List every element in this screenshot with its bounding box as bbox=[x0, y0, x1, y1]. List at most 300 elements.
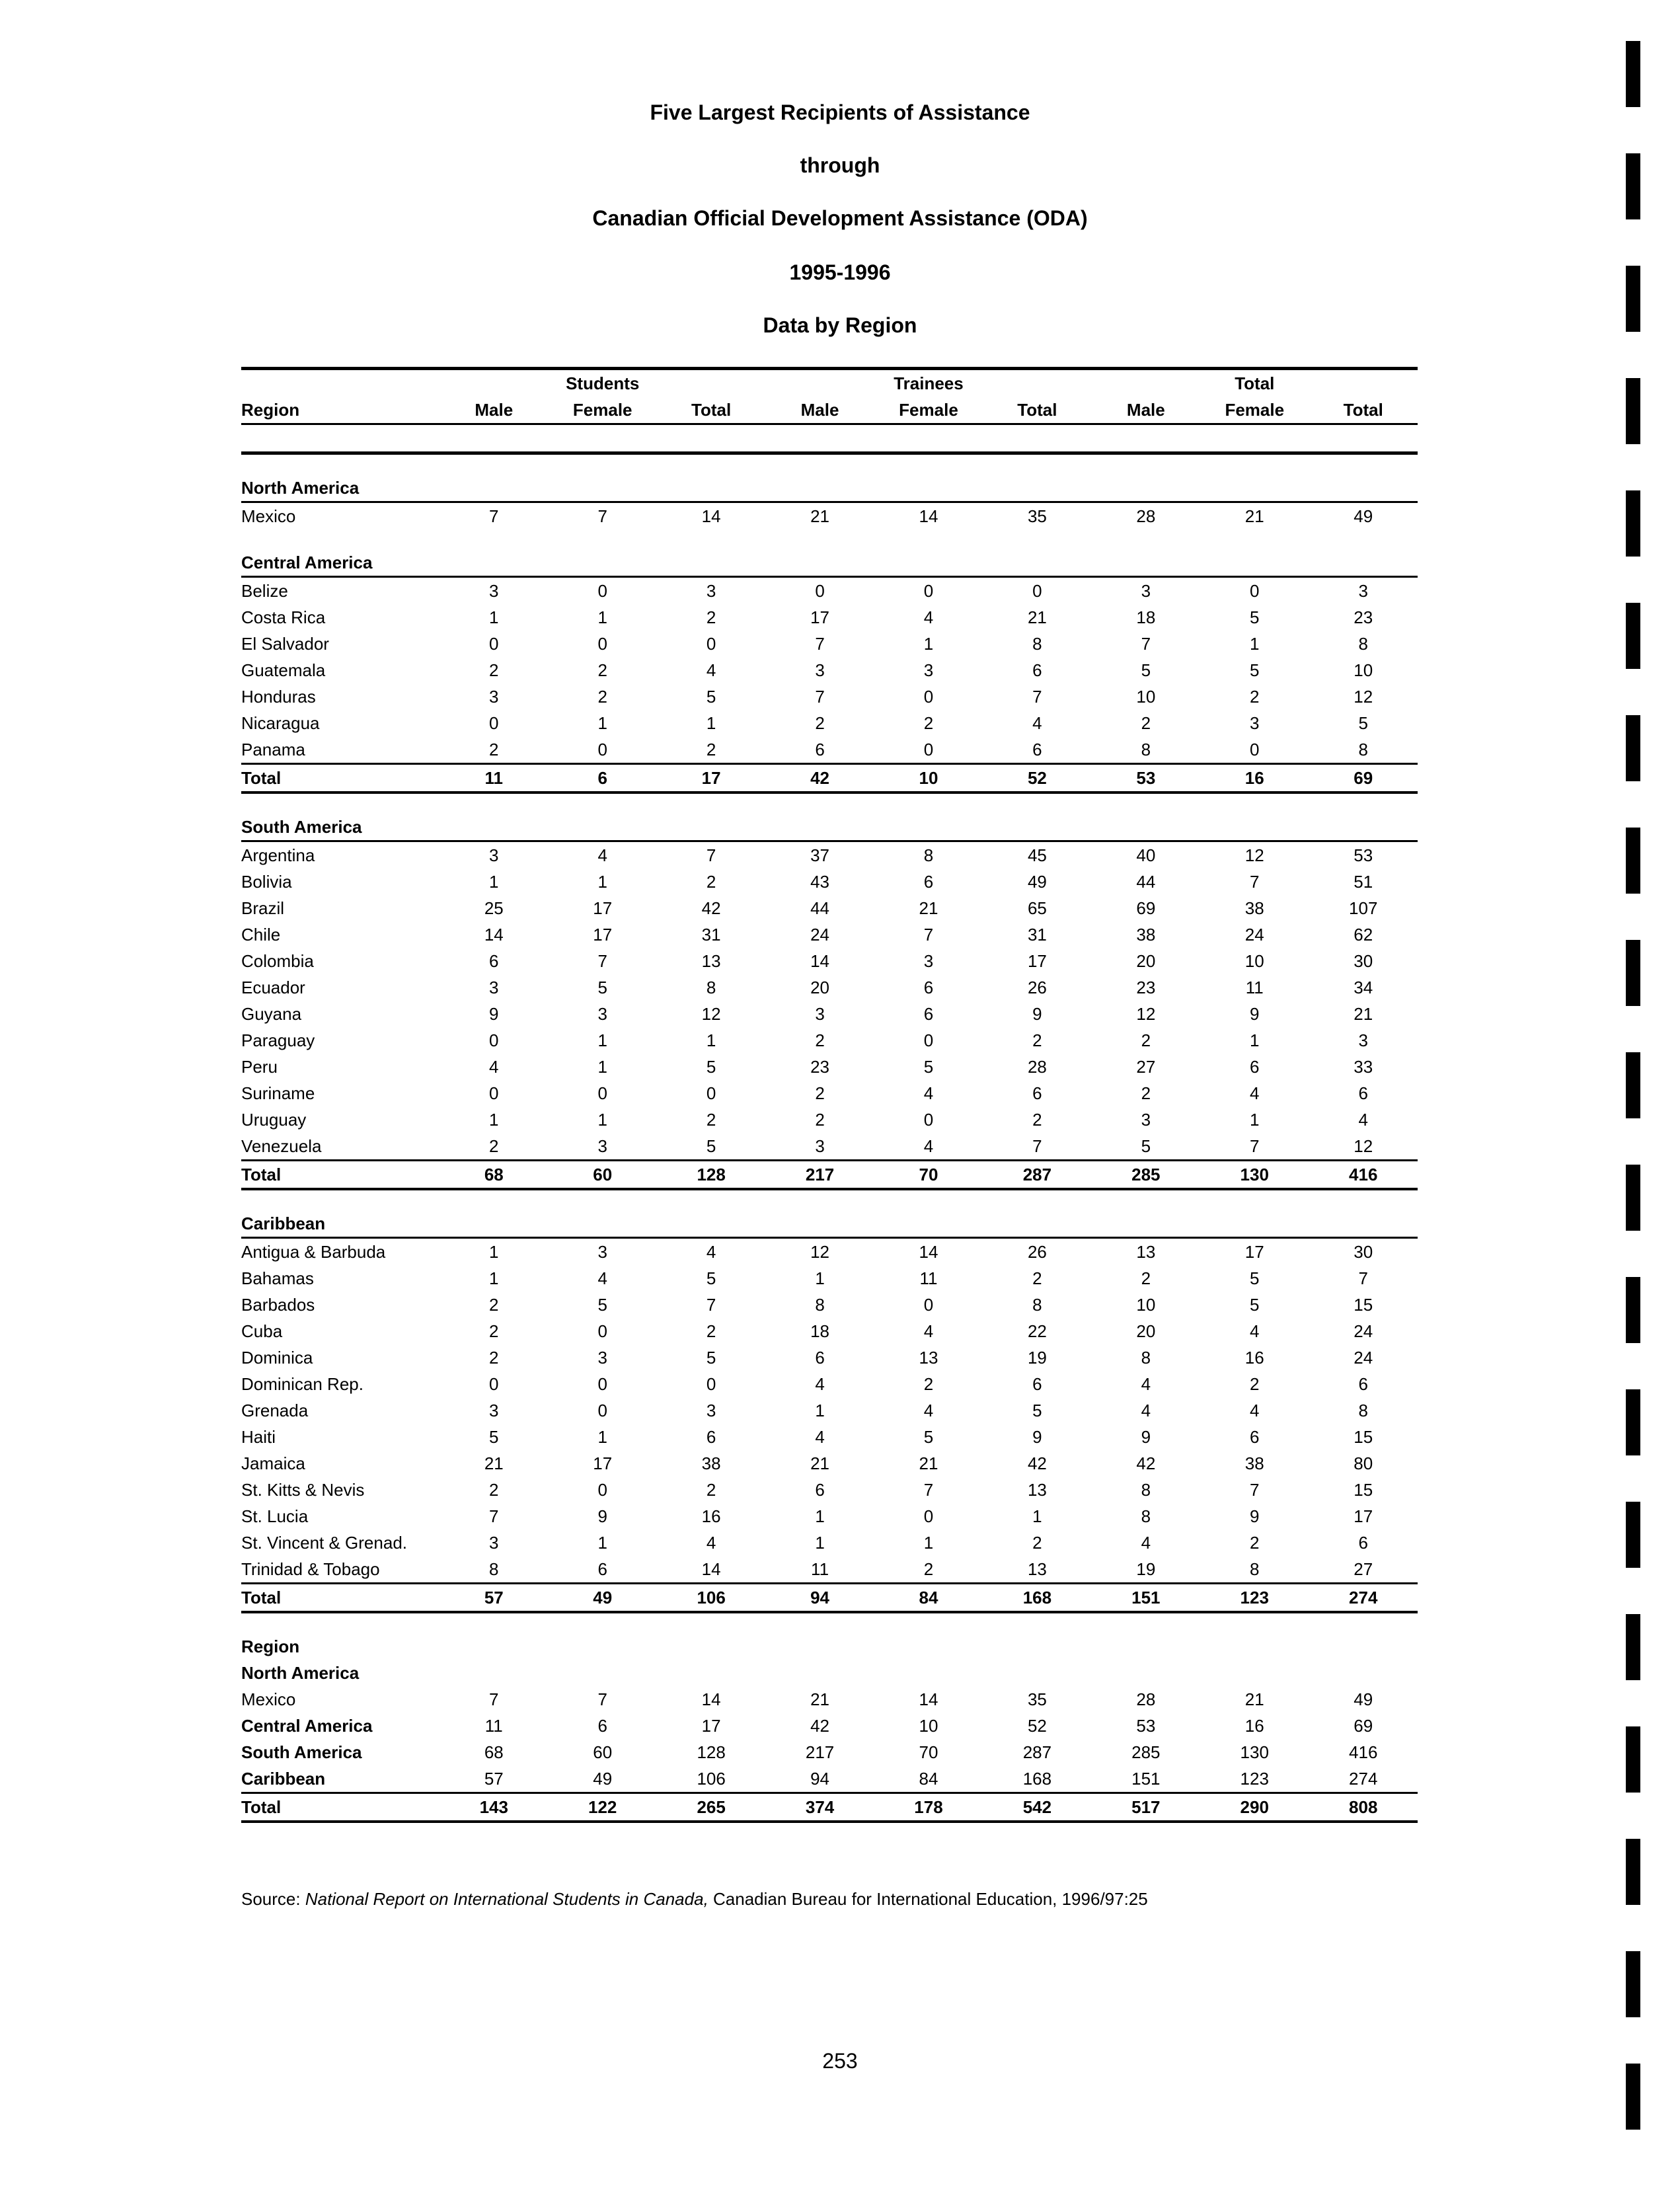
cell-value: 2 bbox=[923, 713, 934, 733]
cell-value: 374 bbox=[765, 1793, 874, 1822]
cell-value: 1 bbox=[489, 607, 499, 627]
edge-mark bbox=[1626, 1951, 1640, 2017]
cell-value: 285 bbox=[1092, 1161, 1200, 1190]
cell-value: 6 bbox=[815, 1480, 825, 1500]
cell-value: 0 bbox=[706, 634, 716, 654]
cell-value: 7 bbox=[1250, 872, 1260, 892]
cell-value: 12 bbox=[1354, 687, 1373, 707]
cell-value: 6 bbox=[1358, 1533, 1368, 1553]
section-heading bbox=[241, 529, 1418, 577]
col-trainees-total: Total bbox=[1017, 400, 1057, 420]
cell-value: 19 bbox=[1136, 1559, 1156, 1579]
cell-value: 4 bbox=[1250, 1083, 1260, 1103]
cell-value: 8 bbox=[1032, 1295, 1042, 1315]
table-row bbox=[241, 921, 1418, 948]
cell-value: 3 bbox=[1309, 577, 1418, 605]
cell-value: 49 bbox=[593, 1769, 613, 1789]
col-trainees-male: Male bbox=[800, 400, 839, 420]
cell-value: 1 bbox=[489, 1110, 499, 1130]
row-label: Suriname bbox=[241, 1083, 315, 1103]
cell-value: 7 bbox=[1358, 1268, 1368, 1288]
table-row bbox=[241, 1371, 1418, 1397]
cell-value: 2 bbox=[706, 607, 716, 627]
cell-value: 7 bbox=[1250, 1480, 1260, 1500]
cell-value: 11 bbox=[439, 764, 548, 793]
cell-value: 21 bbox=[919, 1453, 938, 1473]
cell-value: 0 bbox=[706, 1083, 716, 1103]
cell-value: 1 bbox=[489, 872, 499, 892]
cell-value: 14 bbox=[810, 951, 830, 971]
cell-value: 5 bbox=[1358, 713, 1368, 733]
source-prefix: Source: bbox=[241, 1889, 305, 1909]
cell-value: 6 bbox=[1358, 1374, 1368, 1394]
row-label: South America bbox=[241, 1742, 362, 1762]
cell-value: 217 bbox=[765, 1161, 874, 1190]
col-trainees-female: Female bbox=[899, 400, 958, 420]
section-heading bbox=[241, 1189, 1418, 1238]
data-table bbox=[241, 367, 1418, 1823]
row-label: Haiti bbox=[241, 1427, 276, 1447]
cell-value: 34 bbox=[1354, 978, 1373, 997]
table-row bbox=[241, 1477, 1418, 1503]
row-label: Bolivia bbox=[241, 872, 292, 892]
table-row bbox=[241, 1080, 1418, 1106]
table-row bbox=[241, 895, 1418, 921]
row-label: Paraguay bbox=[241, 1030, 315, 1050]
cell-value: 2 bbox=[489, 1136, 499, 1156]
title-line-1: Five Largest Recipients of Assistance bbox=[650, 100, 1030, 124]
cell-value: 4 bbox=[923, 607, 934, 627]
cell-value: 21 bbox=[765, 502, 874, 530]
cell-value: 15 bbox=[1354, 1427, 1373, 1447]
cell-value: 285 bbox=[1131, 1742, 1161, 1762]
cell-value: 0 bbox=[874, 577, 983, 605]
cell-value: 287 bbox=[983, 1161, 1091, 1190]
section-title: Region bbox=[241, 1637, 300, 1656]
cell-value: 1 bbox=[1250, 1030, 1260, 1050]
cell-value: 217 bbox=[805, 1742, 835, 1762]
cell-value: 7 bbox=[439, 502, 548, 530]
cell-value: 4 bbox=[1141, 1374, 1151, 1394]
cell-value: 21 bbox=[919, 898, 938, 918]
group-trainees: Trainees bbox=[894, 373, 964, 393]
cell-value: 2 bbox=[597, 687, 607, 707]
cell-value: 5 bbox=[597, 978, 607, 997]
cell-value: 3 bbox=[815, 1136, 825, 1156]
cell-value: 17 bbox=[1027, 951, 1047, 971]
cell-value: 2 bbox=[815, 1083, 825, 1103]
cell-value: 17 bbox=[593, 1453, 613, 1473]
cell-value: 1 bbox=[597, 713, 607, 733]
cell-value: 10 bbox=[1244, 951, 1264, 971]
table-row bbox=[241, 683, 1418, 710]
col-total-female: Female bbox=[1225, 400, 1285, 420]
cell-value: 128 bbox=[657, 1161, 765, 1190]
cell-value: 13 bbox=[1092, 1238, 1200, 1266]
cell-value: 8 bbox=[1141, 1506, 1151, 1526]
cell-value: 0 bbox=[1250, 740, 1260, 759]
cell-value: 5 bbox=[1250, 1295, 1260, 1315]
row-label: Belize bbox=[241, 577, 439, 605]
cell-value: 0 bbox=[1200, 577, 1309, 605]
cell-value: 0 bbox=[597, 1321, 607, 1341]
cell-value: 1 bbox=[815, 1401, 825, 1420]
cell-value: 13 bbox=[701, 951, 721, 971]
cell-value: 3 bbox=[549, 1238, 657, 1266]
cell-value: 7 bbox=[1032, 687, 1042, 707]
cell-value: 287 bbox=[1022, 1742, 1052, 1762]
group-total: Total bbox=[1235, 373, 1275, 393]
cell-value: 2 bbox=[706, 740, 716, 759]
edge-mark bbox=[1626, 1165, 1640, 1231]
cell-value: 2 bbox=[1250, 687, 1260, 707]
cell-value: 6 bbox=[815, 1348, 825, 1368]
cell-value: 7 bbox=[923, 925, 934, 945]
cell-value: 0 bbox=[489, 1374, 499, 1394]
cell-value: 1 bbox=[815, 1533, 825, 1553]
cell-value: 9 bbox=[1250, 1004, 1260, 1024]
row-label: Antigua & Barbuda bbox=[241, 1238, 439, 1266]
cell-value: 24 bbox=[810, 925, 830, 945]
cell-value: 4 bbox=[815, 1427, 825, 1447]
cell-value: 16 bbox=[1244, 1716, 1264, 1736]
row-label: El Salvador bbox=[241, 634, 329, 654]
table-body bbox=[241, 453, 1418, 1822]
edge-mark bbox=[1626, 490, 1640, 557]
cell-value: 4 bbox=[657, 1238, 765, 1266]
section-total-row bbox=[241, 764, 1418, 793]
cell-value: 4 bbox=[597, 1268, 607, 1288]
cell-value: 3 bbox=[706, 1401, 716, 1420]
cell-value: 9 bbox=[1141, 1427, 1151, 1447]
cell-value: 5 bbox=[706, 1057, 716, 1077]
cell-value: 45 bbox=[983, 841, 1091, 869]
cell-value: 53 bbox=[1136, 1716, 1156, 1736]
cell-value: 12 bbox=[701, 1004, 721, 1024]
cell-value: 0 bbox=[923, 1295, 934, 1315]
cell-value: 4 bbox=[923, 1321, 934, 1341]
row-label: Ecuador bbox=[241, 978, 305, 997]
cell-value: 4 bbox=[923, 1083, 934, 1103]
cell-value: 49 bbox=[1027, 872, 1047, 892]
cell-value: 6 bbox=[1032, 660, 1042, 680]
cell-value: 3 bbox=[1092, 577, 1200, 605]
cell-value: 10 bbox=[919, 1716, 938, 1736]
cell-value: 6 bbox=[597, 1559, 607, 1579]
cell-value: 106 bbox=[657, 1584, 765, 1613]
table-row bbox=[241, 1001, 1418, 1027]
cell-value: 60 bbox=[549, 1161, 657, 1190]
cell-value: 24 bbox=[1354, 1348, 1373, 1368]
cell-value: 3 bbox=[923, 660, 934, 680]
row-label: Chile bbox=[241, 925, 281, 945]
cell-value: 2 bbox=[489, 740, 499, 759]
table-row bbox=[241, 1265, 1418, 1292]
table-row bbox=[241, 1397, 1418, 1424]
cell-value: 13 bbox=[1027, 1559, 1047, 1579]
summary-subheading bbox=[241, 1660, 1418, 1686]
cell-value: 1 bbox=[597, 1427, 607, 1447]
cell-value: 1 bbox=[1032, 1506, 1042, 1526]
cell-value: 290 bbox=[1200, 1793, 1309, 1822]
cell-value: 6 bbox=[1032, 740, 1042, 759]
cell-value: 7 bbox=[489, 1506, 499, 1526]
cell-value: 151 bbox=[1131, 1769, 1161, 1789]
source-note bbox=[241, 1889, 1148, 1910]
cell-value: 30 bbox=[1309, 1238, 1418, 1266]
cell-value: 5 bbox=[597, 1295, 607, 1315]
cell-value: 6 bbox=[1250, 1057, 1260, 1077]
cell-value: 5 bbox=[1250, 607, 1260, 627]
cell-value: 3 bbox=[597, 1348, 607, 1368]
table-row bbox=[241, 974, 1418, 1001]
section-total-row bbox=[241, 1161, 1418, 1190]
cell-value: 0 bbox=[597, 1401, 607, 1420]
cell-value: 28 bbox=[1092, 502, 1200, 530]
cell-value: 1 bbox=[597, 1533, 607, 1553]
cell-value: 128 bbox=[697, 1742, 726, 1762]
cell-value: 70 bbox=[919, 1742, 938, 1762]
cell-value: 2 bbox=[489, 1321, 499, 1341]
table-row bbox=[241, 657, 1418, 683]
cell-value: 2 bbox=[489, 1348, 499, 1368]
cell-value: 27 bbox=[1136, 1057, 1156, 1077]
cell-value: 7 bbox=[1250, 1136, 1260, 1156]
cell-value: 84 bbox=[919, 1769, 938, 1789]
cell-value: 8 bbox=[1358, 1401, 1368, 1420]
cell-value: 2 bbox=[1141, 713, 1151, 733]
cell-value: 1 bbox=[597, 872, 607, 892]
row-label: Total bbox=[241, 764, 439, 793]
title-line-4: 1995-1996 bbox=[789, 260, 891, 284]
cell-value: 30 bbox=[1354, 951, 1373, 971]
col-students-male: Male bbox=[475, 400, 514, 420]
cell-value: 4 bbox=[1141, 1533, 1151, 1553]
row-label: Panama bbox=[241, 740, 305, 759]
cell-value: 0 bbox=[983, 577, 1091, 605]
cell-value: 52 bbox=[1027, 1716, 1047, 1736]
cell-value: 51 bbox=[1354, 872, 1373, 892]
cell-value: 4 bbox=[489, 1057, 499, 1077]
title-line-2: through bbox=[800, 153, 880, 177]
cell-value: 27 bbox=[1354, 1559, 1373, 1579]
cell-value: 7 bbox=[815, 634, 825, 654]
cell-value: 2 bbox=[1141, 1030, 1151, 1050]
edge-mark bbox=[1626, 153, 1640, 219]
cell-value: 0 bbox=[765, 577, 874, 605]
cell-value: 20 bbox=[1136, 1321, 1156, 1341]
cell-value: 8 bbox=[1032, 634, 1042, 654]
cell-value: 2 bbox=[597, 660, 607, 680]
row-label: Peru bbox=[241, 1057, 278, 1077]
cell-value: 28 bbox=[1136, 1689, 1156, 1709]
cell-value: 2 bbox=[489, 660, 499, 680]
cell-value: 130 bbox=[1240, 1742, 1269, 1762]
section-heading bbox=[241, 453, 1418, 502]
cell-value: 0 bbox=[923, 740, 934, 759]
row-label: Barbados bbox=[241, 1295, 315, 1315]
cell-value: 2 bbox=[1141, 1268, 1151, 1288]
cell-value: 1 bbox=[815, 1506, 825, 1526]
cell-value: 11 bbox=[811, 1559, 829, 1579]
edge-mark bbox=[1626, 1052, 1640, 1118]
cell-value: 130 bbox=[1200, 1161, 1309, 1190]
cell-value: 5 bbox=[706, 1136, 716, 1156]
table-row bbox=[241, 1133, 1418, 1161]
cell-value: 5 bbox=[706, 1348, 716, 1368]
row-label: Guatemala bbox=[241, 660, 326, 680]
cell-value: 8 bbox=[874, 841, 983, 869]
cell-value: 7 bbox=[923, 1480, 934, 1500]
group-students: Students bbox=[566, 373, 640, 393]
cell-value: 1 bbox=[489, 1268, 499, 1288]
cell-value: 2 bbox=[706, 1110, 716, 1130]
cell-value: 6 bbox=[923, 1004, 934, 1024]
col-students-total: Total bbox=[691, 400, 732, 420]
data-table-container bbox=[241, 367, 1418, 1823]
cell-value: 57 bbox=[439, 1584, 548, 1613]
table-row bbox=[241, 841, 1418, 869]
cell-value: 12 bbox=[1136, 1004, 1156, 1024]
cell-value: 416 bbox=[1349, 1742, 1378, 1762]
cell-value: 4 bbox=[1250, 1321, 1260, 1341]
cell-value: 20 bbox=[1136, 951, 1156, 971]
cell-value: 6 bbox=[1032, 1083, 1042, 1103]
cell-value: 0 bbox=[923, 687, 934, 707]
table-row bbox=[241, 577, 1418, 605]
cell-value: 9 bbox=[1032, 1427, 1042, 1447]
cell-value: 2 bbox=[706, 872, 716, 892]
cell-value: 16 bbox=[1200, 764, 1309, 793]
cell-value: 4 bbox=[706, 660, 716, 680]
cell-value: 3 bbox=[489, 1533, 499, 1553]
cell-value: 21 bbox=[1200, 502, 1309, 530]
cell-value: 0 bbox=[597, 1083, 607, 1103]
cell-value: 6 bbox=[923, 872, 934, 892]
cell-value: 14 bbox=[919, 1689, 938, 1709]
cell-value: 42 bbox=[701, 898, 721, 918]
cell-value: 3 bbox=[815, 660, 825, 680]
cell-value: 0 bbox=[489, 634, 499, 654]
source-title: National Report on International Students in Canada, bbox=[305, 1889, 708, 1909]
cell-value: 0 bbox=[489, 1083, 499, 1103]
cell-value: 5 bbox=[1141, 1136, 1151, 1156]
cell-value: 2 bbox=[706, 1480, 716, 1500]
cell-value: 17 bbox=[1354, 1506, 1373, 1526]
cell-value: 0 bbox=[923, 1110, 934, 1130]
cell-value: 16 bbox=[1244, 1348, 1264, 1368]
cell-value: 0 bbox=[597, 1374, 607, 1394]
cell-value: 8 bbox=[1250, 1559, 1260, 1579]
cell-value: 17 bbox=[657, 764, 765, 793]
cell-value: 6 bbox=[1032, 1374, 1042, 1394]
cell-value: 26 bbox=[1027, 978, 1047, 997]
cell-value: 2 bbox=[815, 1030, 825, 1050]
section-heading bbox=[241, 792, 1418, 841]
row-label: Central America bbox=[241, 1716, 373, 1736]
cell-value: 14 bbox=[701, 1689, 721, 1709]
cell-value: 17 bbox=[810, 607, 830, 627]
cell-value: 6 bbox=[706, 1427, 716, 1447]
row-label: Uruguay bbox=[241, 1110, 307, 1130]
cell-value: 10 bbox=[874, 764, 983, 793]
cell-value: 8 bbox=[1141, 740, 1151, 759]
cell-value: 9 bbox=[1250, 1506, 1260, 1526]
cell-value: 38 bbox=[1244, 1453, 1264, 1473]
cell-value: 416 bbox=[1309, 1161, 1418, 1190]
cell-value: 49 bbox=[1309, 502, 1418, 530]
cell-value: 6 bbox=[489, 951, 499, 971]
cell-value: 21 bbox=[1244, 1689, 1264, 1709]
cell-value: 15 bbox=[1354, 1480, 1373, 1500]
cell-value: 6 bbox=[1250, 1427, 1260, 1447]
cell-value: 2 bbox=[1032, 1268, 1042, 1288]
cell-value: 122 bbox=[549, 1793, 657, 1822]
cell-value: 26 bbox=[983, 1238, 1091, 1266]
cell-value: 1 bbox=[815, 1268, 825, 1288]
cell-value: 57 bbox=[484, 1769, 504, 1789]
cell-value: 2 bbox=[1250, 1533, 1260, 1553]
cell-value: 8 bbox=[815, 1295, 825, 1315]
cell-value: 23 bbox=[1136, 978, 1156, 997]
cell-value: 28 bbox=[1027, 1057, 1047, 1077]
cell-value: 123 bbox=[1200, 1584, 1309, 1613]
section-title: Central America bbox=[241, 553, 373, 572]
row-label: Trinidad & Tobago bbox=[241, 1559, 380, 1579]
col-students-female: Female bbox=[572, 400, 632, 420]
cell-value: 178 bbox=[874, 1793, 983, 1822]
cell-value: 3 bbox=[489, 687, 499, 707]
source-rest: Canadian Bureau for International Education, 1996/97:25 bbox=[708, 1889, 1148, 1909]
cell-value: 49 bbox=[1354, 1689, 1373, 1709]
cell-value: 8 bbox=[706, 978, 716, 997]
cell-value: 4 bbox=[549, 841, 657, 869]
cell-value: 94 bbox=[810, 1769, 830, 1789]
cell-value: 18 bbox=[810, 1321, 830, 1341]
cell-value: 44 bbox=[810, 898, 830, 918]
table-row bbox=[241, 736, 1418, 764]
row-label: St. Kitts & Nevis bbox=[241, 1480, 365, 1500]
page-number: 253 bbox=[822, 2049, 858, 2073]
cell-value: 6 bbox=[597, 1716, 607, 1736]
row-label: Dominican Rep. bbox=[241, 1374, 363, 1394]
cell-value: 265 bbox=[657, 1793, 765, 1822]
cell-value: 31 bbox=[701, 925, 721, 945]
cell-value: 17 bbox=[1200, 1238, 1309, 1266]
row-label: Honduras bbox=[241, 687, 316, 707]
cell-value: 16 bbox=[701, 1506, 721, 1526]
cell-value: 52 bbox=[983, 764, 1091, 793]
cell-value: 17 bbox=[593, 898, 613, 918]
cell-value: 4 bbox=[1141, 1401, 1151, 1420]
cell-value: 2 bbox=[706, 1321, 716, 1341]
cell-value: 168 bbox=[1022, 1769, 1052, 1789]
cell-value: 19 bbox=[1027, 1348, 1047, 1368]
cell-value: 3 bbox=[489, 1401, 499, 1420]
cell-value: 0 bbox=[489, 713, 499, 733]
cell-value: 38 bbox=[1136, 925, 1156, 945]
cell-value: 2 bbox=[815, 1110, 825, 1130]
cell-value: 15 bbox=[1354, 1295, 1373, 1315]
cell-value: 8 bbox=[489, 1559, 499, 1579]
edge-mark bbox=[1626, 715, 1640, 781]
row-label: Brazil bbox=[241, 898, 285, 918]
cell-value: 11 bbox=[919, 1268, 938, 1288]
cell-value: 4 bbox=[923, 1401, 934, 1420]
table-row bbox=[241, 604, 1418, 631]
cell-value: 123 bbox=[1240, 1769, 1269, 1789]
cell-value: 542 bbox=[983, 1793, 1091, 1822]
